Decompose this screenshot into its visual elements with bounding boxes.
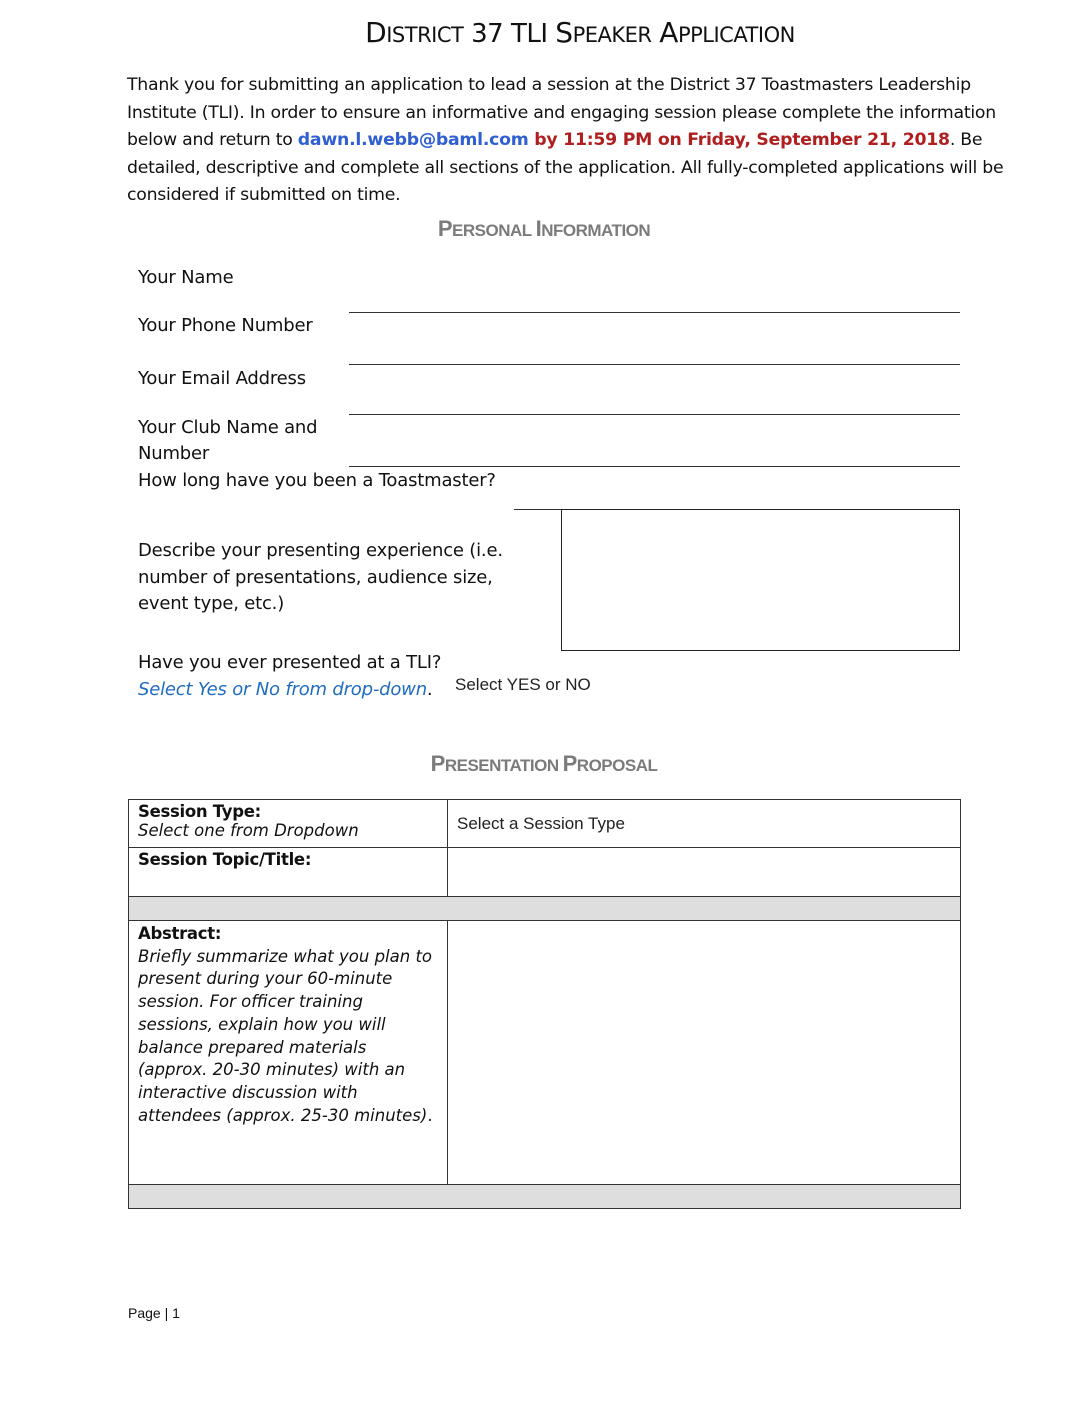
heading-part: RESENTATION [444, 756, 559, 775]
tenure-label: How long have you been a Toastmaster? [138, 470, 496, 491]
title-letter: A [659, 16, 678, 49]
email-field[interactable] [349, 414, 960, 415]
phone-field[interactable] [349, 364, 960, 365]
phone-label: Your Phone Number [138, 315, 313, 336]
abstract-row [129, 921, 961, 1185]
club-field[interactable] [349, 466, 960, 467]
presentation-proposal-heading [0, 751, 1088, 777]
experience-label-line: number of presentations, audience size, [138, 566, 493, 588]
title-part: PEAKER [572, 23, 652, 47]
presented-label: Have you ever presented at a TLI? [138, 652, 442, 673]
tenure-field[interactable] [514, 509, 561, 510]
email-label: Your Email Address [138, 368, 306, 389]
separator-cell [129, 1185, 961, 1209]
name-field[interactable] [349, 312, 960, 313]
abstract-label: Abstract: [138, 924, 222, 943]
title-part: ISTRICT [386, 23, 464, 47]
session-type-hint: Select one from Dropdown [138, 821, 359, 840]
title-part: TLI [510, 19, 548, 49]
heading-cap: P [562, 751, 577, 776]
session-type-label: Session Type: [138, 802, 261, 821]
intro-paragraph [127, 72, 1027, 210]
experience-label [138, 538, 538, 618]
experience-label-line: Describe your presenting experience (i.e. [138, 540, 503, 561]
session-type-dropdown-cell[interactable] [448, 800, 961, 848]
session-topic-label-cell [129, 848, 448, 897]
session-topic-label: Session Topic/Title: [138, 850, 312, 869]
club-label-line2: Number [138, 443, 210, 464]
title-part: PPLICATION [677, 23, 795, 47]
experience-textbox[interactable] [561, 509, 960, 651]
presented-hint-text: Select Yes or No from drop-down [138, 679, 427, 700]
separator-row [129, 897, 961, 921]
heading-part: ROPOSAL [576, 756, 658, 775]
club-label-line1: Your Club Name and [138, 417, 318, 438]
experience-label-line: event type, etc.) [138, 593, 285, 614]
title-letter: S [555, 16, 573, 49]
heading-part: NFORMATION [541, 221, 651, 240]
proposal-table [128, 799, 961, 1209]
abstract-input[interactable] [448, 921, 961, 1185]
intro-text-end: . Be detailed, descriptive and complete all sections of the application. All fully-completed applications will be considered if submitted on time. [127, 130, 1004, 205]
page-title [0, 16, 1088, 49]
separator-cell [129, 897, 961, 921]
heading-cap: P [430, 751, 445, 776]
page-number: Page | 1 [128, 1305, 180, 1321]
title-letter: D [365, 16, 387, 49]
session-topic-row [129, 848, 961, 897]
presented-hint [138, 679, 432, 700]
heading-part: ERSONAL [452, 221, 532, 240]
hint-period: . [426, 679, 433, 700]
hint-period: . [427, 1105, 433, 1125]
intro-text: Thank you for submitting an application to lead a session at the District 37 Toastmasters Leadership Institute (TLI). In order to ensure an informative and engaging session please complete the information below and return to [127, 75, 996, 150]
contact-email-link[interactable]: dawn.l.webb@baml.com [297, 130, 529, 150]
name-label: Your Name [138, 267, 234, 288]
session-type-label-cell [129, 800, 448, 848]
abstract-hint: Briefly summarize what you plan to present during your 60-minute session. For officer training sessions, explain how you will balance prepared materials (approx. 20-30 minutes) with an interactive discussion with attendees (approx. 25-30 minutes) [138, 946, 433, 1125]
session-type-row [129, 800, 961, 848]
abstract-label-cell [129, 921, 448, 1185]
heading-cap: I [535, 216, 542, 241]
presented-dropdown[interactable]: Select YES or NO [455, 675, 591, 694]
deadline-text: by 11:59 PM on Friday, September 21, 2018 [528, 130, 950, 150]
session-topic-input[interactable] [448, 848, 961, 897]
separator-row [129, 1185, 961, 1209]
session-type-dropdown[interactable]: Select a Session Type [457, 813, 625, 833]
title-part: 37 [471, 19, 504, 49]
personal-info-heading [0, 216, 1088, 242]
heading-cap: P [437, 216, 453, 241]
